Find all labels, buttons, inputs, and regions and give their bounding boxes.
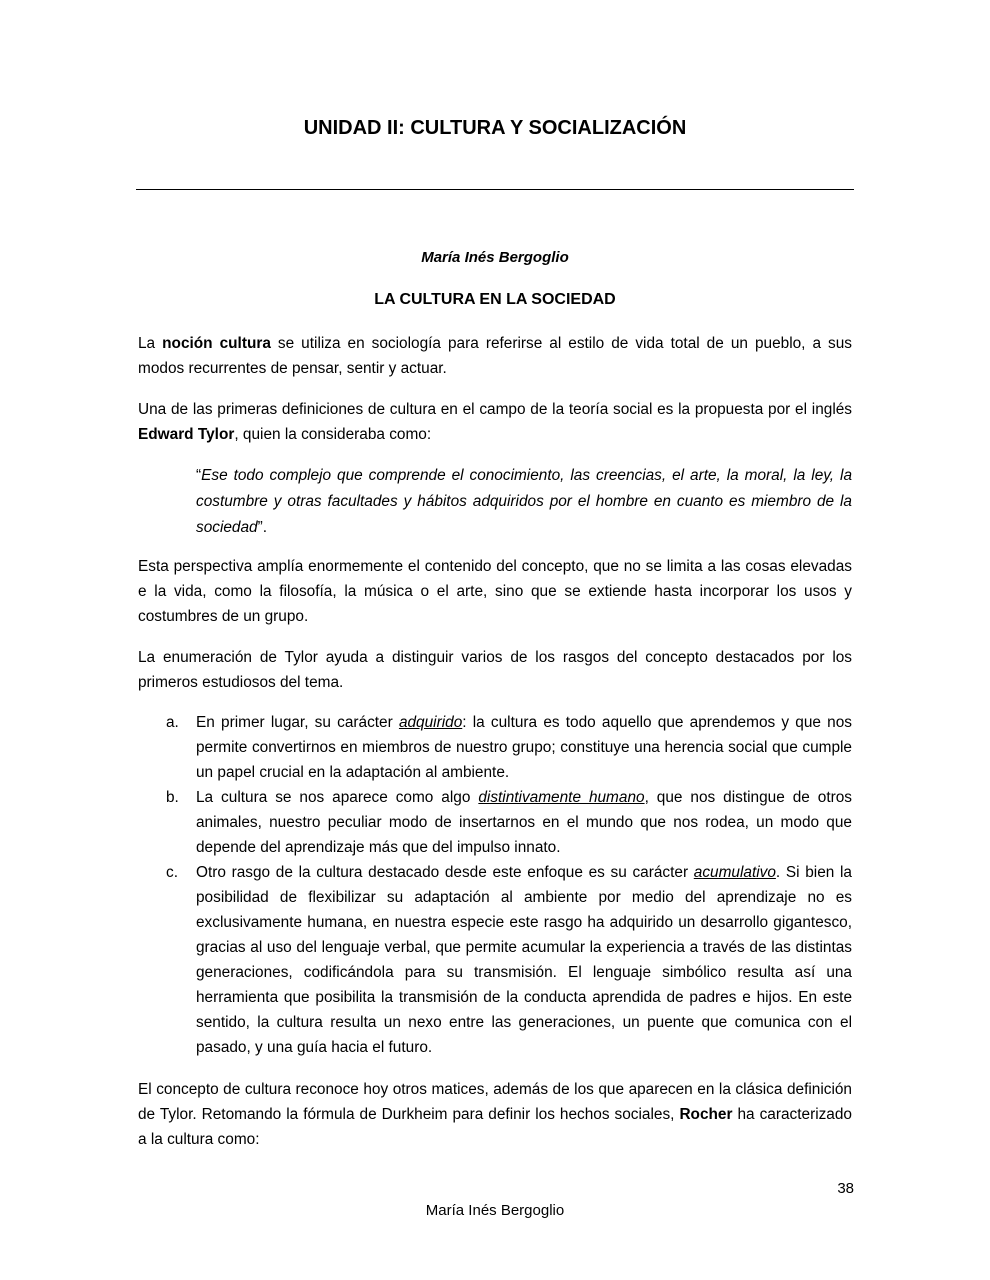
list-item-term: acumulativo [693,864,776,881]
paragraph-4: La enumeración de Tylor ayuda a distinguir varios de los rasgos del concepto destacados por los primeros estudiosos del tema. [138,649,852,691]
quote-open: “ [196,467,202,484]
paragraph-1 [138,331,852,381]
list-item-term: adquirido [398,714,463,731]
p1-text-c: se utiliza en sociología para referirse al estilo de vida total de un pueblo, a sus modos recurrentes de pensar, sentir y actuar. [138,335,852,377]
p1-bold-term: noción cultura [162,335,271,352]
p1-text-a: La [138,335,163,352]
list-item-text: , que nos distingue de otros animales, nuestro peculiar modo de insertarnos en el mundo que nos rodea, un modo que depende del aprendizaje más que del impulso innato. [196,789,852,856]
quote-text: Ese todo complejo que comprende el conocimiento, las creencias, el arte, la moral, la ley, la costumbre y otras facultades y hábitos adquiridos por el hombre en cuanto es miembro de la sociedad [196,467,852,536]
p5-bold-name: Rocher [679,1106,733,1123]
p2-bold-name: Edward Tylor [138,426,235,443]
tylor-quote [196,463,852,541]
list-item [138,785,852,860]
list-item-text: Otro rasgo de la cultura destacado desde este enfoque es su carácter [196,864,694,881]
paragraph-2 [138,397,852,447]
p5-text-a: El concepto de cultura reconoce hoy otros matices, además de los que aparecen en la clásica definición de Tylor. Retomando la fórmula de Durkheim para definir los hechos sociales, [138,1081,852,1123]
p2-text-c: , quien la consideraba como: [234,426,432,443]
section-heading: LA CULTURA EN LA SOCIEDAD [374,291,616,308]
paragraph-5 [138,1077,852,1152]
title-divider [136,189,854,190]
list-marker: a. [166,714,179,731]
quote-close: ”. [257,519,268,536]
list-item [138,710,852,785]
list-marker: b. [166,789,179,806]
list-item-term: distintivamente humano [478,789,645,806]
author-byline: María Inés Bergoglio [421,249,569,266]
page-number: 38 [837,1180,854,1197]
list-item-text: En primer lugar, su carácter [196,714,399,731]
list-item-text: La cultura se nos aparece como algo [196,789,479,806]
traits-list [138,710,852,1060]
p5-text-c: ha caracterizado a la cultura como: [138,1106,852,1148]
page-title: UNIDAD II: CULTURA Y SOCIALIZACIÓN [303,117,687,139]
p2-text-a: Una de las primeras definiciones de cultura en el campo de la teoría social es la propuesta por el inglés [138,401,852,418]
list-item-text: : la cultura es todo aquello que aprendemos y que nos permite convertirnos en miembros de nuestro grupo; constituye una herencia social que cumple un papel crucial en la adaptación al ambiente. [196,714,852,781]
list-item-text: . Si bien la posibilidad de flexibilizar su adaptación al ambiente por medio del aprendizaje no es exclusivamente humana, en nuestra especie este rasgo ha adquirido un desarrollo gigantesco, gracias al uso del lenguaje verbal, que permite acumular la experiencia a través de las distintas generaciones, codificándola para su transmisión. El lenguaje simbólico resulta así una herramienta que posibilita la transmisión de la conducta aprendida de padres e hijos. En este sentido, la cultura resulta un nexo entre las generaciones, un puente que comunica con el pasado, y una guía hacia el futuro. [196,864,852,1056]
list-item [138,860,852,1060]
paragraph-3: Esta perspectiva amplía enormemente el contenido del concepto, que no se limita a las cosas elevadas e la vida, como la filosofía, la música o el arte, sino que se extiende hasta incorporar los usos y costumbres de un grupo. [138,558,852,625]
footer-author: María Inés Bergoglio [425,1202,565,1219]
list-marker: c. [166,864,178,881]
